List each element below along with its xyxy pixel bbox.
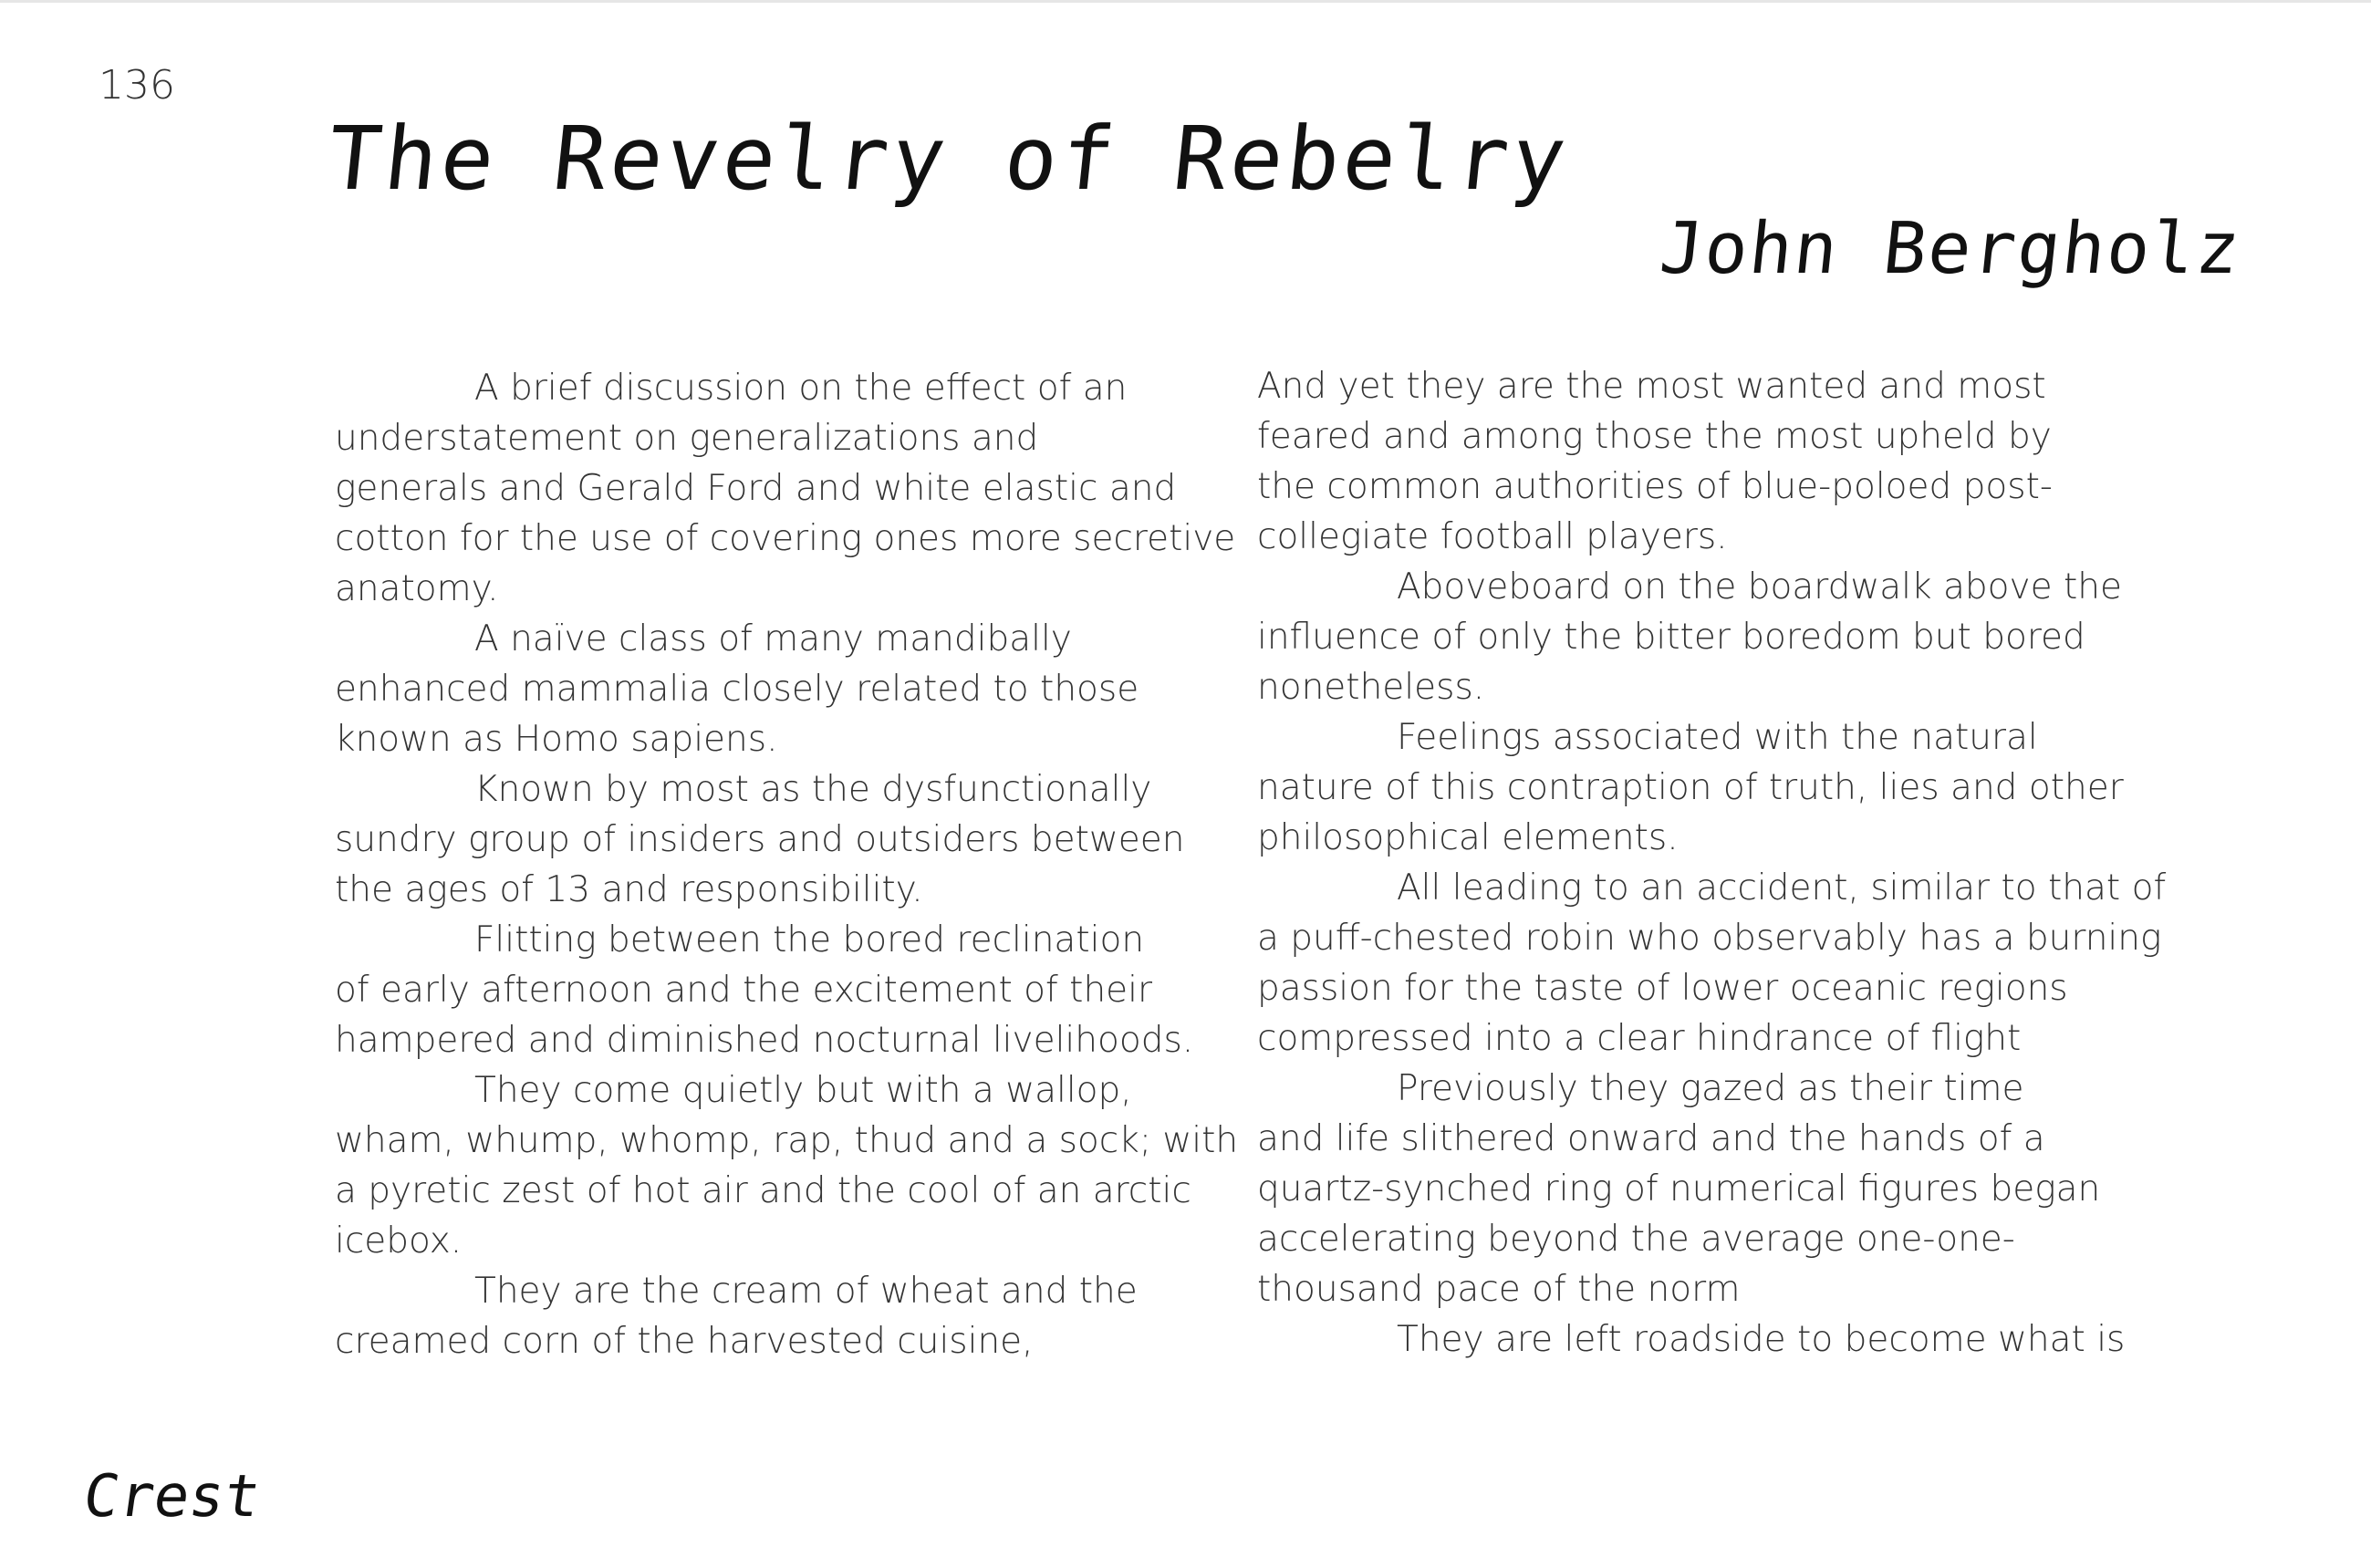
text-line: A naïve class of many mandibally <box>474 618 1072 659</box>
text-line: They come quietly but with a wallop, <box>474 1070 1132 1111</box>
text-line: of early afternoon and the excitement of their <box>335 970 1153 1011</box>
text-line: They are the cream of wheat and the <box>474 1271 1138 1312</box>
text-line: influence of only the bitter boredom but bored <box>1257 617 2085 658</box>
text-line: All leading to an accident, similar to that of <box>1397 867 2167 909</box>
text-line: enhanced mammalia closely related to those <box>335 669 1139 710</box>
text-line: generals and Gerald Ford and white elastic and <box>335 468 1177 509</box>
text-line: known as Homo sapiens. <box>335 719 778 760</box>
text-line: Previously they gazed as their time <box>1397 1068 2024 1109</box>
text-line: a pyretic zest of hot air and the cool of an arctic <box>335 1170 1191 1211</box>
page-number: 136 <box>99 62 175 109</box>
text-line: Aboveboard on the boardwalk above the <box>1397 566 2122 607</box>
text-line: nonetheless. <box>1257 667 1485 708</box>
text-line: thousand pace of the norm <box>1257 1269 1741 1310</box>
text-line: creamed corn of the harvested cuisine, <box>335 1321 1034 1362</box>
text-line: understatement on generalizations and <box>335 418 1039 459</box>
text-line: and life slithered onward and the hands of a <box>1257 1118 2045 1159</box>
article-title-handwritten: The Revelry of Rebelry <box>323 108 1575 210</box>
text-line: the ages of 13 and responsibility. <box>335 869 923 910</box>
top-edge-rule <box>0 0 2371 3</box>
body-text-right-column <box>1257 361 2167 1365</box>
text-line: philosophical elements. <box>1257 817 1679 858</box>
text-line: A brief discussion on the effect of an <box>474 368 1128 409</box>
crest-logo-handwritten: Crest <box>78 1463 265 1531</box>
text-line: sundry group of insiders and outsiders between <box>335 819 1185 860</box>
text-line: Feelings associated with the natural <box>1397 717 2038 758</box>
text-line: the common authorities of blue-poloed post- <box>1257 466 2053 507</box>
body-text-left-column <box>335 363 1239 1366</box>
text-line: feared and among those the most upheld by <box>1257 416 2052 457</box>
text-line: hampered and diminished nocturnal livelihoods. <box>335 1020 1194 1061</box>
text-line: And yet they are the most wanted and most <box>1257 366 2046 407</box>
text-line: quartz-synched ring of numerical figures began <box>1257 1168 2101 1210</box>
text-line: Flitting between the bored reclination <box>474 919 1145 961</box>
text-line: a puff-chested robin who observably has a burning <box>1257 918 2162 959</box>
text-line: cotton for the use of covering ones more secretive <box>335 518 1236 559</box>
text-line: anatomy. <box>335 568 499 609</box>
text-line: icebox. <box>335 1220 463 1262</box>
text-line: nature of this contraption of truth, lies and other <box>1257 767 2124 808</box>
text-line: compressed into a clear hindrance of flight <box>1257 1018 2022 1059</box>
text-line: Known by most as the dysfunctionally <box>474 769 1152 810</box>
text-line: They are left roadside to become what is <box>1397 1319 2126 1360</box>
text-line: accelerating beyond the average one-one- <box>1257 1219 2015 1260</box>
text-line: passion for the taste of lower oceanic regions <box>1257 968 2068 1009</box>
text-line: collegiate football players. <box>1257 516 1728 557</box>
author-name-handwritten: John Bergholz <box>1656 208 2246 290</box>
text-line: wham, whump, whomp, rap, thud and a sock; with <box>335 1120 1239 1161</box>
